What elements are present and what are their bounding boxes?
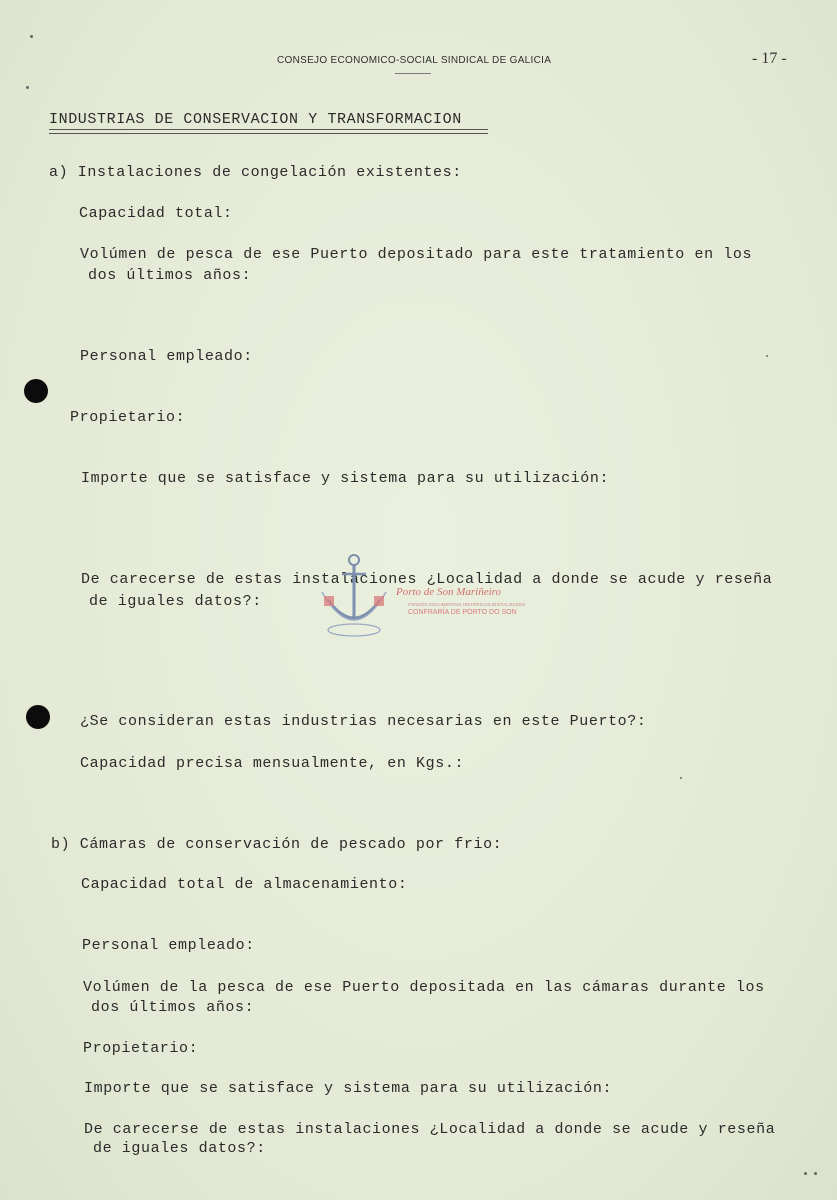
speck	[26, 86, 29, 89]
part-b-carecerse-line1: De carecerse de estas instalaciones ¿Localidad a donde se acude y reseña	[84, 1121, 776, 1138]
part-b-capacidad-total: Capacidad total de almacenamiento:	[81, 876, 408, 893]
stamp-script-name: Porto de Son Mariñeiro	[396, 586, 501, 598]
punch-hole-bottom	[26, 705, 50, 729]
part-a-volumen-line2: dos últimos años:	[88, 267, 252, 284]
speck	[814, 1172, 817, 1175]
punch-hole-top	[24, 379, 48, 403]
part-a-propietario: Propietario:	[70, 409, 186, 426]
part-a-carecerse-line1: De carecerse de estas instalaciones ¿Localidad a donde se acude y reseña	[81, 571, 773, 588]
part-a-importe: Importe que se satisface y sistema para su utilización:	[81, 470, 610, 487]
header-underline	[395, 73, 431, 74]
section-title: INDUSTRIAS DE CONSERVACION Y TRANSFORMACION	[49, 111, 462, 128]
part-a-carecerse-line2: de iguales datos?:	[89, 593, 262, 610]
stamp-institution: CONFRARÍA DE PORTO DO SON	[408, 609, 517, 616]
page-number: - 17 -	[752, 50, 787, 67]
part-a-capacidad-precisa: Capacidad precisa mensualmente, en Kgs.:	[80, 755, 465, 772]
title-underline	[49, 129, 488, 134]
part-b-propietario: Propietario:	[83, 1040, 199, 1057]
part-a-heading: a) Instalaciones de congelación existentes:	[49, 164, 462, 181]
part-b-heading: b) Cámaras de conservación de pescado por frio:	[51, 836, 503, 853]
part-a-necesarias: ¿Se consideran estas industrias necesarias en este Puerto?:	[80, 713, 647, 730]
speck	[766, 355, 768, 357]
part-b-volumen-line2: dos últimos años:	[91, 999, 255, 1016]
part-b-carecerse-line2: de iguales datos?:	[93, 1140, 266, 1157]
part-b-personal: Personal empleado:	[82, 937, 255, 954]
speck	[804, 1172, 807, 1175]
part-a-volumen-line1: Volúmen de pesca de ese Puerto depositado para este tratamiento en los	[80, 246, 753, 263]
part-b-importe: Importe que se satisface y sistema para su utilización:	[84, 1080, 613, 1097]
speck	[680, 777, 682, 779]
stamp-small-line: FONDOS DOCUMENTAIS HISTÓRICOS DIXITALIZADOS	[408, 602, 526, 607]
part-a-capacidad-total: Capacidad total:	[79, 205, 233, 222]
header-organization: CONSEJO ECONOMICO-SOCIAL SINDICAL DE GALICIA	[277, 55, 552, 66]
part-a-personal: Personal empleado:	[80, 348, 253, 365]
anchor-logo-icon	[318, 552, 390, 644]
part-b-volumen-line1: Volúmen de la pesca de ese Puerto depositada en las cámaras durante los	[83, 979, 765, 996]
archive-watermark-stamp	[318, 552, 526, 644]
speck	[30, 35, 33, 38]
